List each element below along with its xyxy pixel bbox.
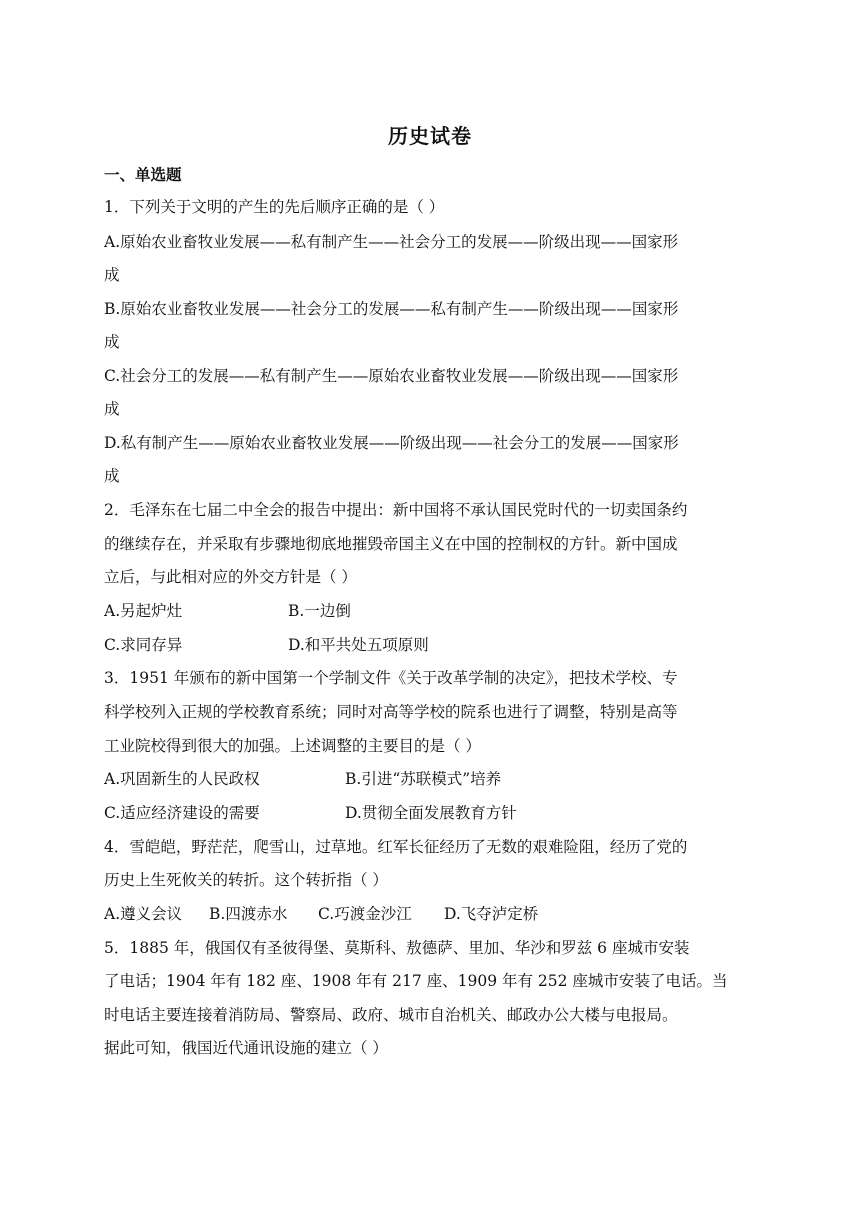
question-3-option-b: B.引进“苏联模式”培养 <box>345 770 502 788</box>
question-4-option-a: A.遵义会议 <box>104 905 183 923</box>
question-1-stem: 1．下列关于文明的产生的先后顺序正确的是（ ） <box>104 198 445 216</box>
question-5-stem-line-3: 时电话主要连接着消防局、警察局、政府、城市自治机关、邮政办公大楼与电报局。 <box>104 1006 678 1024</box>
question-3-option-c: C.适应经济建设的需要 <box>104 804 260 822</box>
question-2-stem-line-3: 立后，与此相对应的外交方针是（ ） <box>104 568 357 586</box>
question-4-option-d: D.飞夺泸定桥 <box>444 905 539 923</box>
question-1-option-c-cont: 成 <box>104 400 120 418</box>
question-1-option-b-cont: 成 <box>104 333 120 351</box>
question-3-stem-line-1: 3．1951 年颁布的新中国第一个学制文件《关于改革学制的决定》，把技术学校、专 <box>104 669 678 687</box>
question-5-stem-line-2: 了电话；1904 年有 182 座、1908 年有 217 座、1909 年有 252 座城市安装了电话。当 <box>104 972 728 990</box>
question-1-option-d: D.私有制产生——原始农业畜牧业发展——阶级出现——社会分工的发展——国家形 <box>104 434 679 452</box>
question-4-option-b: B.四渡赤水 <box>209 905 288 923</box>
question-1-option-b: B.原始农业畜牧业发展——社会分工的发展——私有制产生——阶级出现——国家形 <box>104 300 679 318</box>
question-4-stem-line-1: 4．雪皑皑，野茫茫，爬雪山，过草地。红军长征经历了无数的艰难险阻，经历了党的 <box>104 838 688 856</box>
question-5-stem-line-4: 据此可知，俄国近代通讯设施的建立（ ） <box>104 1039 388 1057</box>
question-2-option-c: C.求同存异 <box>104 636 183 654</box>
question-3-option-d: D.贯彻全面发展教育方针 <box>345 804 517 822</box>
question-1-option-a: A.原始农业畜牧业发展——私有制产生——社会分工的发展——阶级出现——国家形 <box>104 233 679 251</box>
question-2-stem-line-2: 的继续存在，并采取有步骤地彻底地摧毁帝国主义在中国的控制权的方针。新中国成 <box>104 535 678 553</box>
question-5-stem-line-1: 5．1885 年，俄国仅有圣彼得堡、莫斯科、敖德萨、里加、华沙和罗兹 6 座城市安装 <box>104 939 690 957</box>
question-3-stem-line-3: 工业院校得到很大的加强。上述调整的主要目的是（ ） <box>104 737 481 755</box>
question-2-stem-line-1: 2．毛泽东在七届二中全会的报告中提出：新中国将不承认国民党时代的一切卖国条约 <box>104 501 688 519</box>
question-4-option-c: C.巧渡金沙江 <box>318 905 412 923</box>
question-1-option-a-cont: 成 <box>104 266 120 284</box>
question-1-option-d-cont: 成 <box>104 467 120 485</box>
question-3-option-a: A.巩固新生的人民政权 <box>104 770 260 788</box>
question-3-stem-line-2: 科学校列入正规的学校教育系统；同时对高等学校的院系也进行了调整，特别是高等 <box>104 703 678 721</box>
page-title: 历史试卷 <box>388 124 472 148</box>
question-1-option-c: C.社会分工的发展——私有制产生——原始农业畜牧业发展——阶级出现——国家形 <box>104 367 679 385</box>
question-2-option-d: D.和平共处五项原则 <box>288 636 429 654</box>
question-2-option-b: B.一边倒 <box>288 602 351 620</box>
question-2-option-a: A.另起炉灶 <box>104 602 183 620</box>
question-4-stem-line-2: 历史上生死攸关的转折。这个转折指（ ） <box>104 871 388 889</box>
section-heading: 一、单选题 <box>104 166 182 184</box>
